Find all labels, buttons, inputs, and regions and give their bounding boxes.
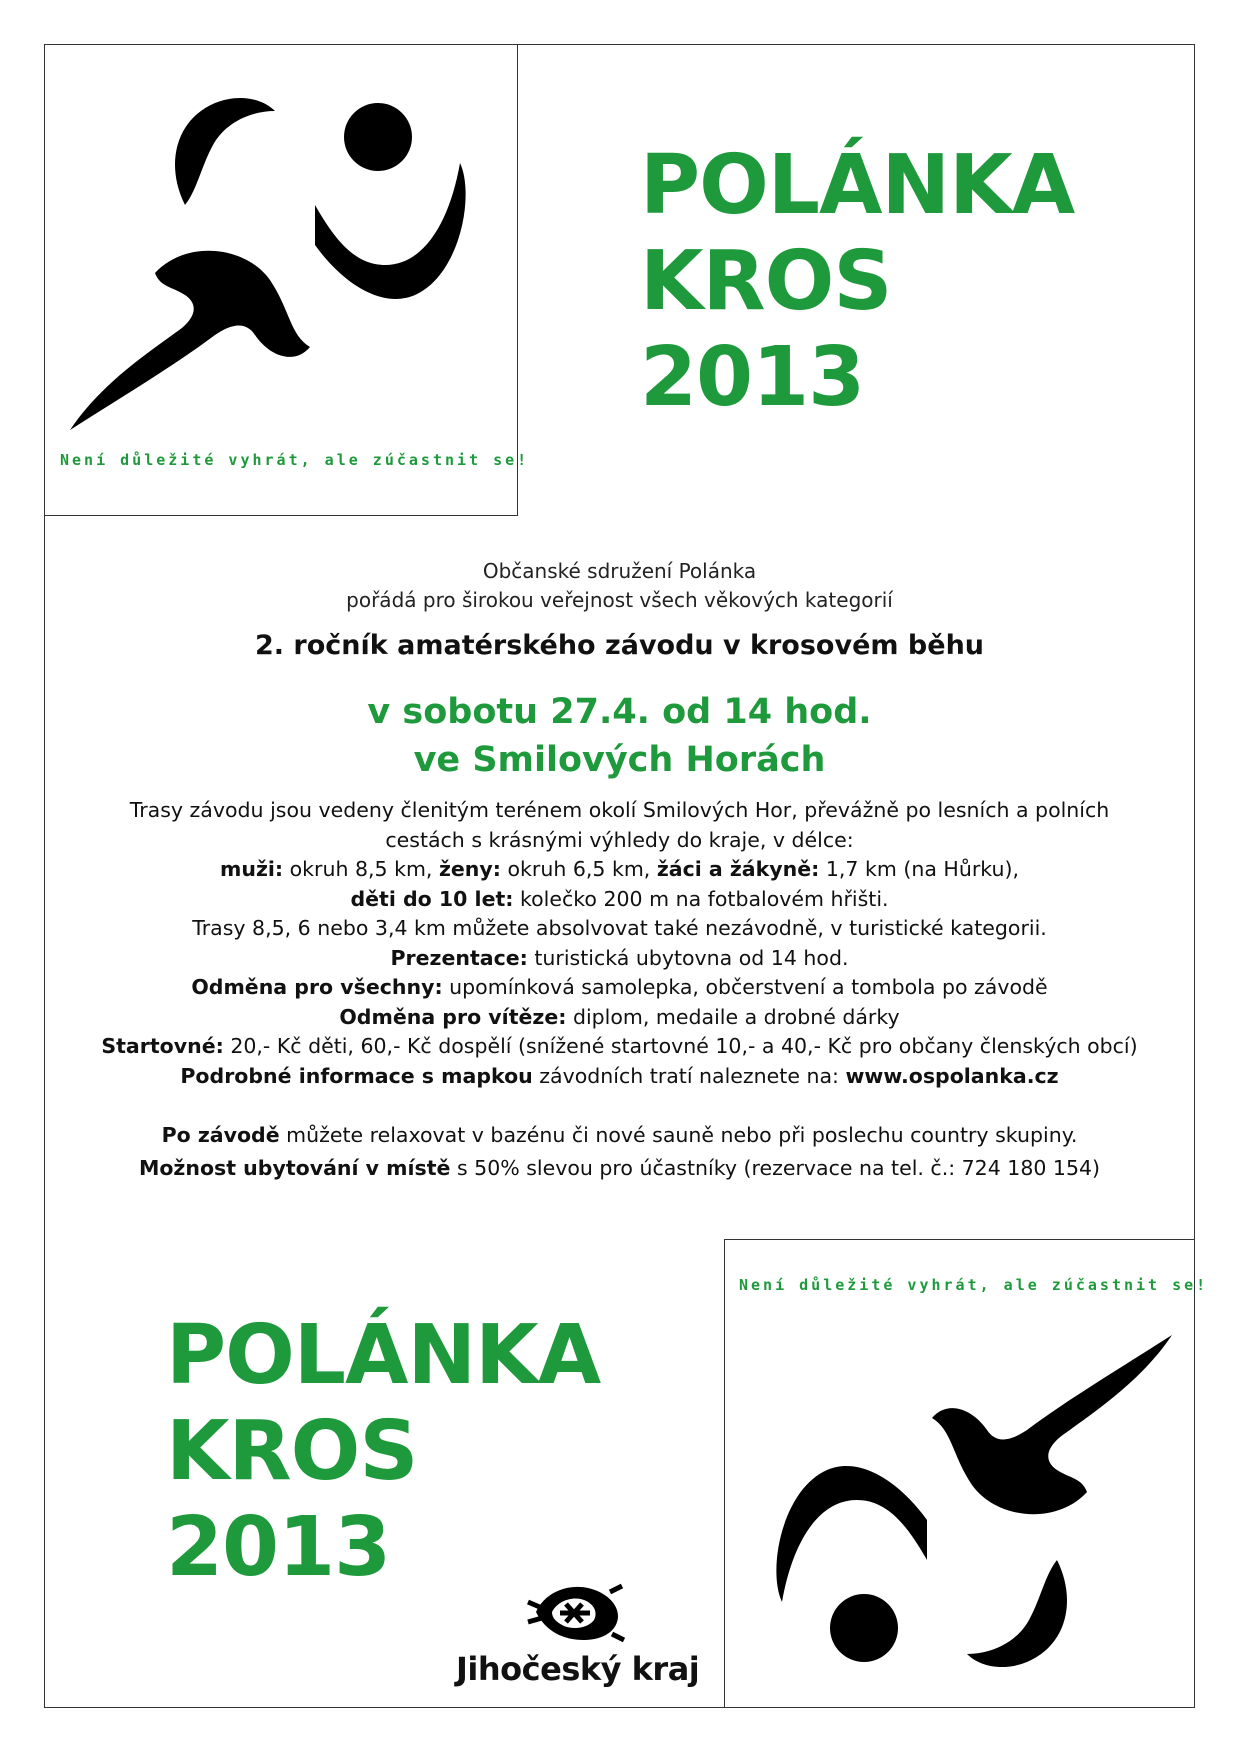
after-race-block <box>44 1119 1195 1185</box>
event-title: 2. ročník amatérského závodu v krosovém běhu <box>254 630 985 661</box>
relax-text: můžete relaxovat v bazénu či nové sauně nebo při poslechu country skupiny. <box>279 1123 1078 1147</box>
website-link[interactable]: www.ospolanka.cz <box>845 1063 1059 1088</box>
men-text: okruh 8,5 km, <box>283 857 439 881</box>
info-label: Podrobné informace s mapkou <box>180 1063 533 1088</box>
lodging-label: Možnost ubytování v místě <box>138 1156 451 1180</box>
info-line <box>44 1062 1195 1092</box>
event-place: ve Smilových Horách <box>413 740 826 780</box>
reward-winner-text: diplom, medaile a drobné dárky <box>566 1004 900 1029</box>
presentation-text: turistická ubytovna od 14 hod. <box>527 945 849 970</box>
details-block <box>44 796 1195 1091</box>
title-line-3: 2013 <box>640 330 865 425</box>
pupils-label: žáci a žákyně: <box>656 857 820 881</box>
sponsor-logo <box>456 1582 700 1712</box>
event-when <box>44 688 1195 784</box>
men-label: muži: <box>219 857 284 881</box>
info-text: závodních tratí naleznete na: <box>532 1063 846 1088</box>
title-line-1: POLÁNKA <box>166 1308 601 1403</box>
women-text: okruh 6,5 km, <box>500 857 657 881</box>
kids-line <box>44 885 1195 915</box>
runner-icon <box>737 1320 1187 1700</box>
logo-box-bottom <box>724 1239 1209 1708</box>
lodging-line <box>44 1152 1195 1185</box>
presentation-line <box>44 944 1195 974</box>
reward-all-label: Odměna pro všechny: <box>191 975 443 999</box>
presentation-label: Prezentace: <box>390 945 528 970</box>
title-line-2: KROS <box>166 1404 418 1499</box>
fee-text: 20,- Kč děti, 60,- Kč dospělí (snížené startovné 10,- a 40,- Kč pro občany členských obcí) <box>223 1034 1138 1058</box>
relax-label: Po závodě <box>161 1123 280 1147</box>
reward-winner-label: Odměna pro vítěze: <box>339 1004 567 1029</box>
distances-line <box>44 855 1195 885</box>
organizer-name: Občanské sdružení Polánka <box>482 559 757 583</box>
reward-all-text: upomínková samolepka, občerstvení a tombola po závodě <box>442 975 1048 999</box>
details-line: Trasy 8,5, 6 nebo 3,4 km můžete absolvovat také nezávodně, v turistické kategorii. <box>192 916 1047 940</box>
details-line: cestách s krásnými výhledy do kraje, v délce: <box>385 827 854 852</box>
details-line: Trasy závodu jsou vedeny členitým terénem okolí Smilových Hor, převážně po lesních a polních <box>129 798 1110 822</box>
region-emblem-icon <box>526 1582 626 1644</box>
title-line-3: 2013 <box>166 1500 391 1595</box>
fee-label: Startovné: <box>101 1034 224 1058</box>
reward-winner-line <box>44 1003 1195 1033</box>
fee-line <box>44 1032 1195 1062</box>
title-line-1: POLÁNKA <box>640 138 1075 233</box>
organizer-invite: pořádá pro širokou veřejnost všech věkových kategorií <box>346 588 893 612</box>
reward-all-line <box>44 973 1195 1003</box>
runner-icon <box>55 65 505 445</box>
event-date: v sobotu 27.4. od 14 hod. <box>367 692 872 732</box>
pupils-text: 1,7 km (na Hůrku), <box>819 857 1019 881</box>
organizer-block <box>44 557 1195 615</box>
lodging-text: s 50% slevou pro účastníky (rezervace na tel. č.: 724 180 154) <box>450 1156 1101 1180</box>
title-line-2: KROS <box>640 234 892 329</box>
logo-box-top <box>44 44 530 516</box>
kids-label: děti do 10 let: <box>350 886 514 911</box>
sponsor-name: Jihočeský kraj <box>456 1650 700 1688</box>
women-label: ženy: <box>438 857 501 881</box>
slogan-text: Není důležité vyhrát, ale zúčastnit se! <box>60 451 530 469</box>
title-bottom <box>166 1308 600 1596</box>
kids-text: kolečko 200 m na fotbalovém hřišti. <box>513 886 889 911</box>
slogan-text: Není důležité vyhrát, ale zúčastnit se! <box>739 1276 1209 1294</box>
title-top <box>640 138 1074 426</box>
relax-line <box>44 1119 1195 1152</box>
